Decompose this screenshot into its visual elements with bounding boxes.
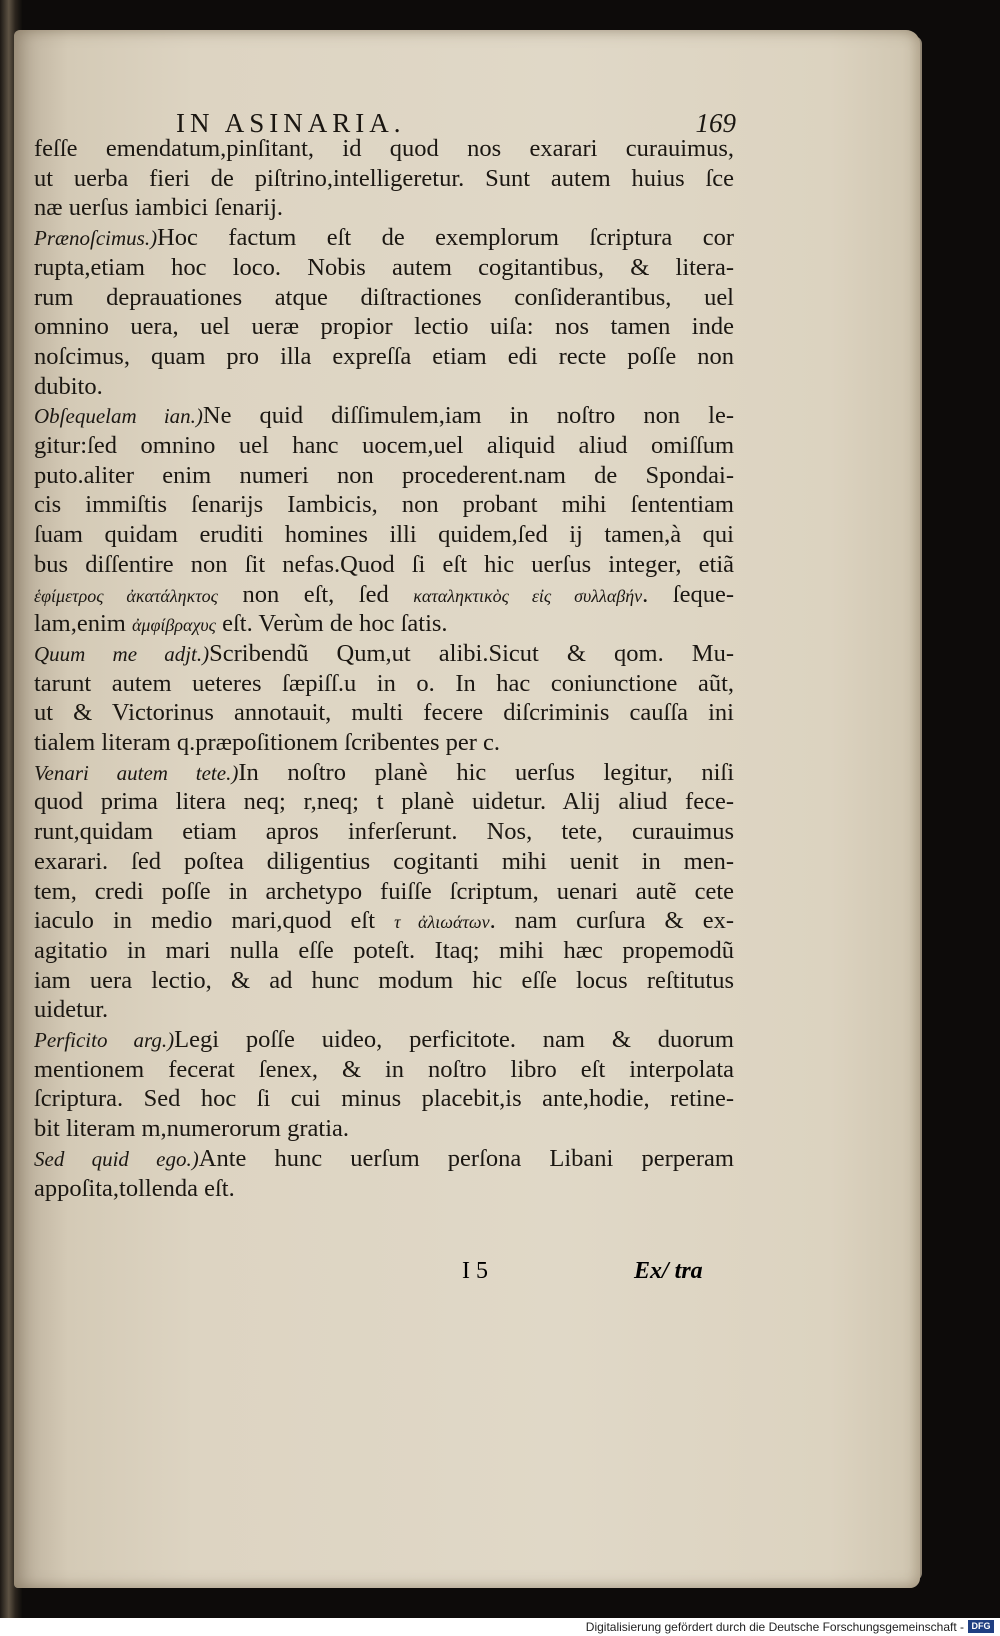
line-text: noſcimus, quam pro illa expreſſa etiam edi recte poſſe non bbox=[34, 342, 734, 370]
line-text: ut & Victorinus annotauit, multi fecere diſcriminis cauſſa ini bbox=[34, 699, 734, 727]
text-line bbox=[34, 817, 734, 847]
text-line bbox=[34, 609, 734, 639]
line-text: bit literam m,numerorum gratia. bbox=[34, 1115, 350, 1143]
text-line bbox=[34, 164, 734, 194]
text-line bbox=[34, 936, 734, 966]
line-text: ſuam quidam eruditi homines illi quidem,ſed ij tamen,à qui bbox=[34, 521, 734, 549]
line-text: bus diſſentire non ſit nefas.Quod ſi eſt hic uerſus integer, etiã bbox=[34, 550, 734, 578]
text-line bbox=[34, 1084, 734, 1114]
line-text: cis immiſtis ſenarijs Iambicis, non probant mihi ſententiam bbox=[34, 491, 734, 519]
lemma: Sed quid ego.) bbox=[34, 1146, 199, 1171]
lemma: Obſequelam ian.) bbox=[34, 404, 203, 429]
line-text: mentionem fecerat ſenex, & in noſtro libro eſt interpolata bbox=[34, 1055, 734, 1083]
line-text: uidetur. bbox=[34, 996, 109, 1024]
text-line bbox=[34, 342, 734, 372]
text-line bbox=[34, 1025, 734, 1055]
text-line bbox=[34, 312, 734, 342]
greek-text: καταληκτικὸς εἰς συλλαβήν bbox=[413, 585, 643, 606]
line-text: Scribendũ Qum,ut alibi.Sicut & qom. Mu- bbox=[209, 639, 734, 667]
text-line bbox=[34, 639, 734, 669]
text-line bbox=[34, 728, 734, 758]
line-text-after: eſt. Verùm de hoc ſatis. bbox=[215, 610, 448, 638]
text-line bbox=[34, 431, 734, 461]
text-line bbox=[34, 966, 734, 996]
text-line bbox=[34, 401, 734, 431]
text-line bbox=[34, 698, 734, 728]
signature-mark: I 5 bbox=[462, 1258, 488, 1284]
line-text: iaculo in medio mari,quod eſt bbox=[34, 907, 395, 935]
text-line bbox=[34, 550, 734, 580]
line-text: rum deprauationes atque diſtractiones conſiderantibus, uel bbox=[34, 283, 734, 311]
line-text-after: . nam curſura & ex- bbox=[489, 907, 734, 935]
text-line bbox=[34, 490, 734, 520]
page-footer bbox=[34, 1258, 734, 1292]
text-line bbox=[34, 906, 734, 936]
line-text: exarari. ſed poſtea diligentius cogitanti mihi uenit in men- bbox=[34, 847, 734, 875]
text-line bbox=[34, 1144, 734, 1174]
line-text: runt,quidam etiam apros inferſerunt. Nos, tete, curauimus bbox=[34, 818, 734, 846]
line-text: iam uera lectio, & ad hunc modum hic eſſe locus reſtitutus bbox=[34, 966, 734, 994]
greek-text: ἑφίμετρος ἀκατάληκτος bbox=[34, 585, 218, 606]
line-text: ut uerba fieri de piſtrino,intelligeretur. Sunt autem huius ſce bbox=[34, 164, 734, 192]
line-text-after: . ſeque- bbox=[642, 580, 734, 608]
line-text: Legi poſſe uideo, perficitote. nam & duorum bbox=[174, 1026, 734, 1053]
text-line bbox=[34, 520, 734, 550]
lemma: Prænoſcimus.) bbox=[34, 226, 158, 251]
digitization-credit: Digitalisierung gefördert durch die Deutsche Forschungsgemeinschaft - bbox=[585, 1620, 964, 1634]
line-text: omnino uera, uel ueræ propior lectio uiſa: nos tamen inde bbox=[34, 313, 734, 341]
text-line bbox=[34, 253, 734, 283]
line-text: Ne quid diſſimulem,iam in noſtro non le- bbox=[202, 402, 734, 430]
text-line bbox=[34, 193, 734, 223]
line-text: Hoc factum eſt de exemplorum ſcriptura cor bbox=[157, 224, 734, 252]
line-text-after: non eſt, ſed bbox=[217, 580, 414, 608]
line-text: quod prima litera neq; r,neq; t planè uidetur. Alij aliud fece- bbox=[34, 788, 734, 816]
greek-text: τ ἀλιωάτων bbox=[394, 912, 490, 933]
catchword: Ex/ tra bbox=[634, 1258, 703, 1284]
text-line bbox=[34, 669, 734, 699]
line-text: ſcriptura. Sed hoc ſi cui minus placebit,is ante,hodie, retine- bbox=[34, 1085, 734, 1113]
lemma: Quum me adjt.) bbox=[34, 641, 210, 666]
text-line bbox=[34, 787, 734, 817]
text-line bbox=[34, 580, 734, 610]
line-text: appoſita,tollenda eſt. bbox=[34, 1174, 235, 1202]
text-line bbox=[34, 1114, 734, 1144]
text-line bbox=[34, 372, 734, 402]
page-number: 169 bbox=[695, 108, 736, 138]
line-text: Ante hunc uerſum perſona Libani perperam bbox=[198, 1144, 734, 1172]
running-title: IN ASINARIA. bbox=[176, 108, 406, 138]
line-text: tialem literam q.præpoſitionem ſcribentes per c. bbox=[34, 729, 501, 756]
line-text: tem, credi poſſe in archetypo fuiſſe ſcriptum, uenari autẽ cete bbox=[34, 877, 734, 905]
line-text: lam,enim bbox=[34, 610, 132, 638]
line-text: gitur:ſed omnino uel hanc uocem,uel aliquid aliud omiſſum bbox=[34, 432, 734, 459]
text-line bbox=[34, 1055, 734, 1085]
dfg-logo: DFG bbox=[968, 1620, 994, 1633]
line-text: rupta,etiam hoc loco. Nobis autem cogitantibus, & litera- bbox=[34, 253, 734, 281]
text-line bbox=[34, 461, 734, 491]
lemma: Venari autem tete.) bbox=[34, 760, 239, 785]
greek-text: ἀμφίβραχυς bbox=[131, 615, 216, 636]
text-line bbox=[34, 877, 734, 907]
lemma: Perficito arg.) bbox=[34, 1028, 175, 1052]
line-text: dubito. bbox=[34, 372, 103, 400]
text-line bbox=[34, 995, 734, 1025]
text-line bbox=[34, 847, 734, 877]
line-text: In noſtro planè hic uerſus legitur, niſi bbox=[238, 758, 734, 786]
line-text: tarunt autem ueteres ſæpiſſ.u in o. In hac coniunctione aũt, bbox=[34, 669, 734, 697]
line-text: agitatio in mari nulla eſſe poteſt. Itaq; mihi hæc propemodũ bbox=[34, 936, 734, 964]
line-text: næ uerſus iambici ſenarij. bbox=[34, 194, 284, 222]
line-text: feſſe emendatum,pinſitant, id quod nos exarari curauimus, bbox=[34, 135, 734, 162]
text-line bbox=[34, 283, 734, 313]
text-line bbox=[34, 134, 734, 164]
text-line bbox=[34, 223, 734, 253]
line-text: puto.aliter enim numeri non procederent.nam de Spondai- bbox=[34, 461, 734, 489]
text-line bbox=[34, 758, 734, 788]
text-line bbox=[34, 1174, 734, 1204]
